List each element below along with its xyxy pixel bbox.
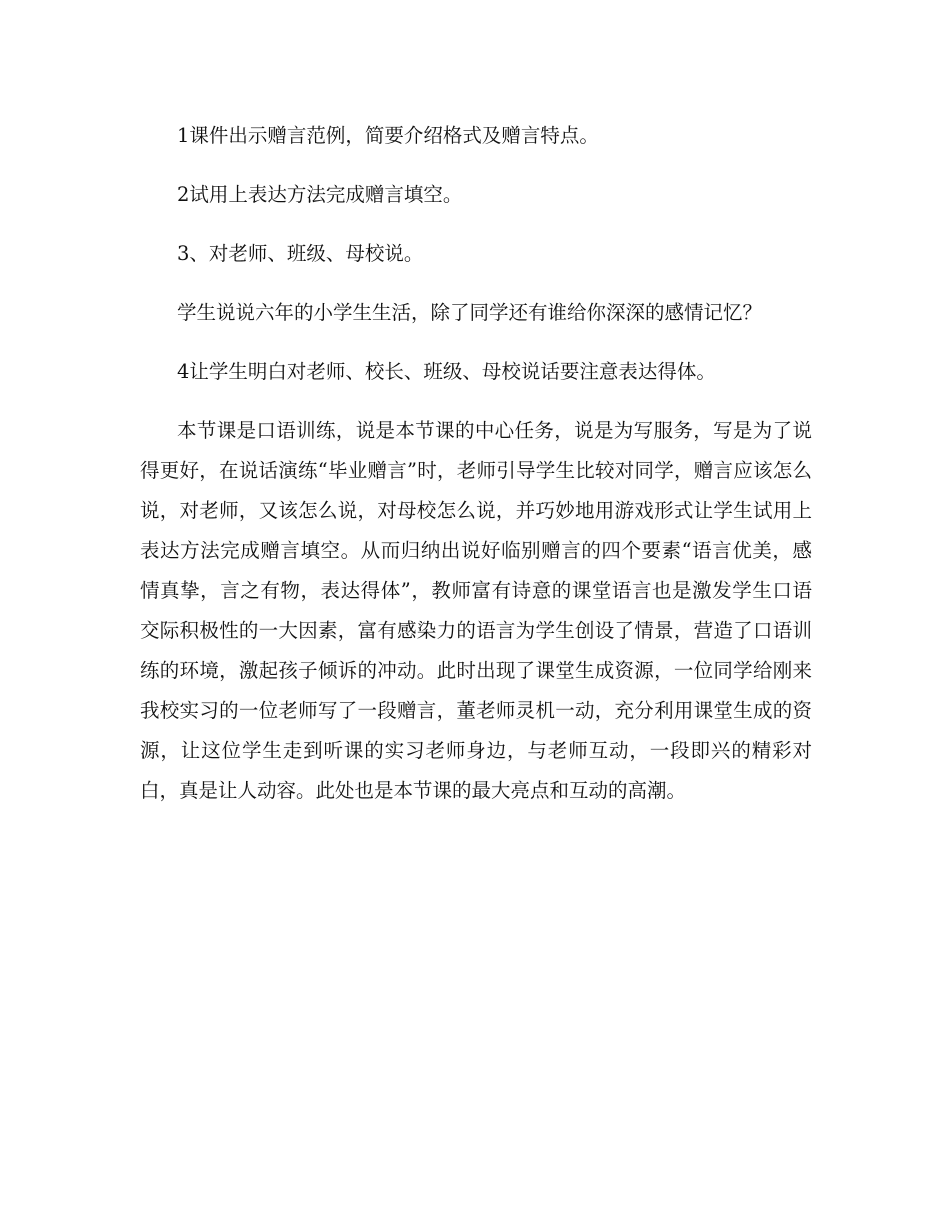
list-item-fill-blank: 2试用上表达方法完成赠言填空。: [177, 183, 463, 206]
document-body: [140, 116, 812, 811]
reflection-paragraph: 本节课是口语训练，说是本节课的中心任务，说是为写服务，写是为了说得更好，在说话演练“毕业赠言”时，老师引导学生比较对同学，赠言应该怎么说，对老师，又该怎么说，对母校怎么说，并巧妙地用游戏形式让学生试用上表达方法完成赠言填空。从而归纳出说好临别赠言的四个要素“语言优美，感情真挚，言之有物，表达得体”，教师富有诗意的课堂语言也是激发学生口语交际积极性的一大因素，富有感染力的语言为学生创设了情景，营造了口语训练的环境，激起孩子倾诉的冲动。此时出现了课堂生成资源，一位同学给刚来我校实习的一位老师写了一段赠言，董老师灵机一动，充分利用课堂生成的资源，让这位学生走到听课的实习老师身边，与老师互动，一段即兴的精彩对白，真是让人动容。此处也是本节课的最大亮点和互动的高潮。: [140, 419, 812, 802]
list-item-expression: 4让学生明白对老师、校长、班级、母校说话要注意表达得体。: [177, 360, 716, 383]
list-item-student-memory: 学生说说六年的小学生生活，除了同学还有谁给你深深的感情记忆？: [177, 301, 763, 324]
list-item-courseware: 1课件出示赠言范例，简要介绍格式及赠言特点。: [177, 124, 599, 147]
list-item-teacher-class-school: 3、对老师、班级、母校说。: [177, 242, 424, 265]
